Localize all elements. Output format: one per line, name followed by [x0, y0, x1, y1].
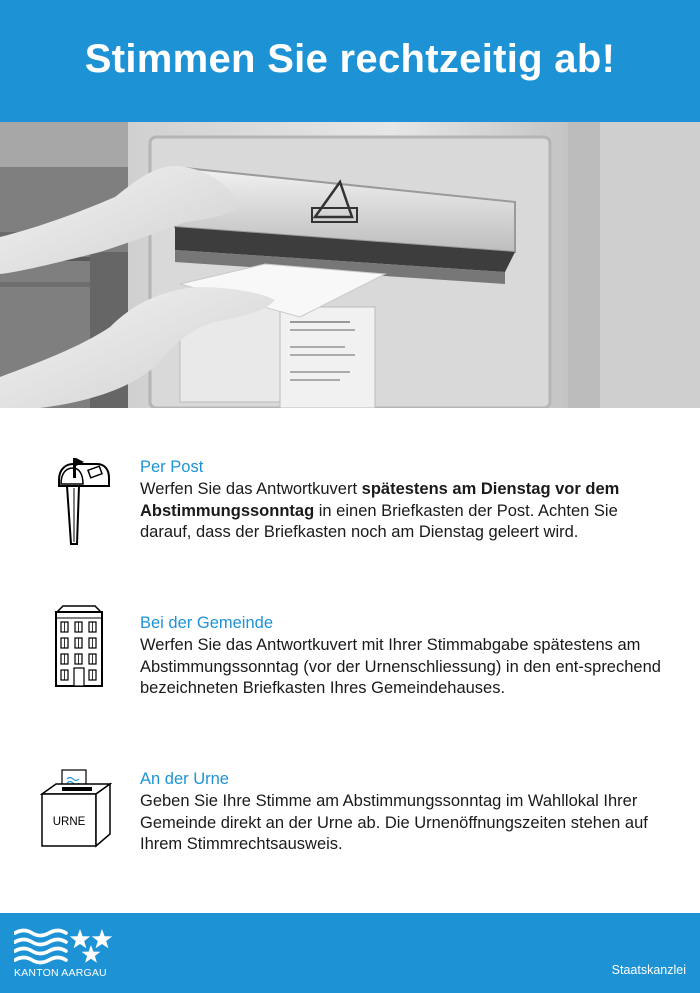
section-an-der-urne [0, 770, 700, 870]
header-banner [0, 0, 700, 122]
section-text-per-post [140, 479, 670, 544]
section-bei-der-gemeinde [0, 614, 700, 714]
footer-banner [0, 913, 700, 993]
text-bold-part: spätestens am Dienstag vor dem Abstimmungssonntag [140, 480, 620, 520]
section-title-per-post: Per Post [140, 458, 204, 476]
text-part: in einen Briefkasten der Post. Achten Sie darauf, dass der Briefkasten noch am Dienstag geleert wird. [140, 501, 618, 541]
mailbox-photo-illustration [0, 122, 700, 408]
ballot-box-icon [40, 768, 112, 855]
text-part: Werfen Sie das Antwortkuvert [140, 480, 362, 498]
section-title-an-der-urne: An der Urne [140, 770, 229, 788]
page-title: Stimmen Sie rechtzeitig ab! [84, 36, 616, 81]
canton-name: KANTON AARGAU [14, 967, 107, 979]
section-per-post [0, 458, 700, 558]
mailbox-photo [0, 122, 700, 408]
office-name: Staatskanzlei [611, 963, 686, 977]
mailbox-icon [53, 458, 115, 553]
ballot-box-label: URNE [52, 816, 86, 828]
section-title-bei-der-gemeinde: Bei der Gemeinde [140, 614, 273, 632]
kanton-aargau-logo [14, 927, 116, 970]
building-icon [53, 604, 105, 693]
section-text-bei-der-gemeinde: Werfen Sie das Antwortkuvert mit Ihrer Stimmabgabe spätestens am Abstimmungssonntag (vor der Urnenschliessung) in den ent-sprechend bezeichneten Briefkasten Ihres Gemeindehauses. [140, 636, 661, 697]
section-text-an-der-urne: Geben Sie Ihre Stimme am Abstimmungssonntag im Wahllokal Ihrer Gemeinde direkt an der Urne ab. Die Urnenöffnungszeiten stehen auf Ihrem Stimmrechtsausweis. [140, 792, 648, 853]
